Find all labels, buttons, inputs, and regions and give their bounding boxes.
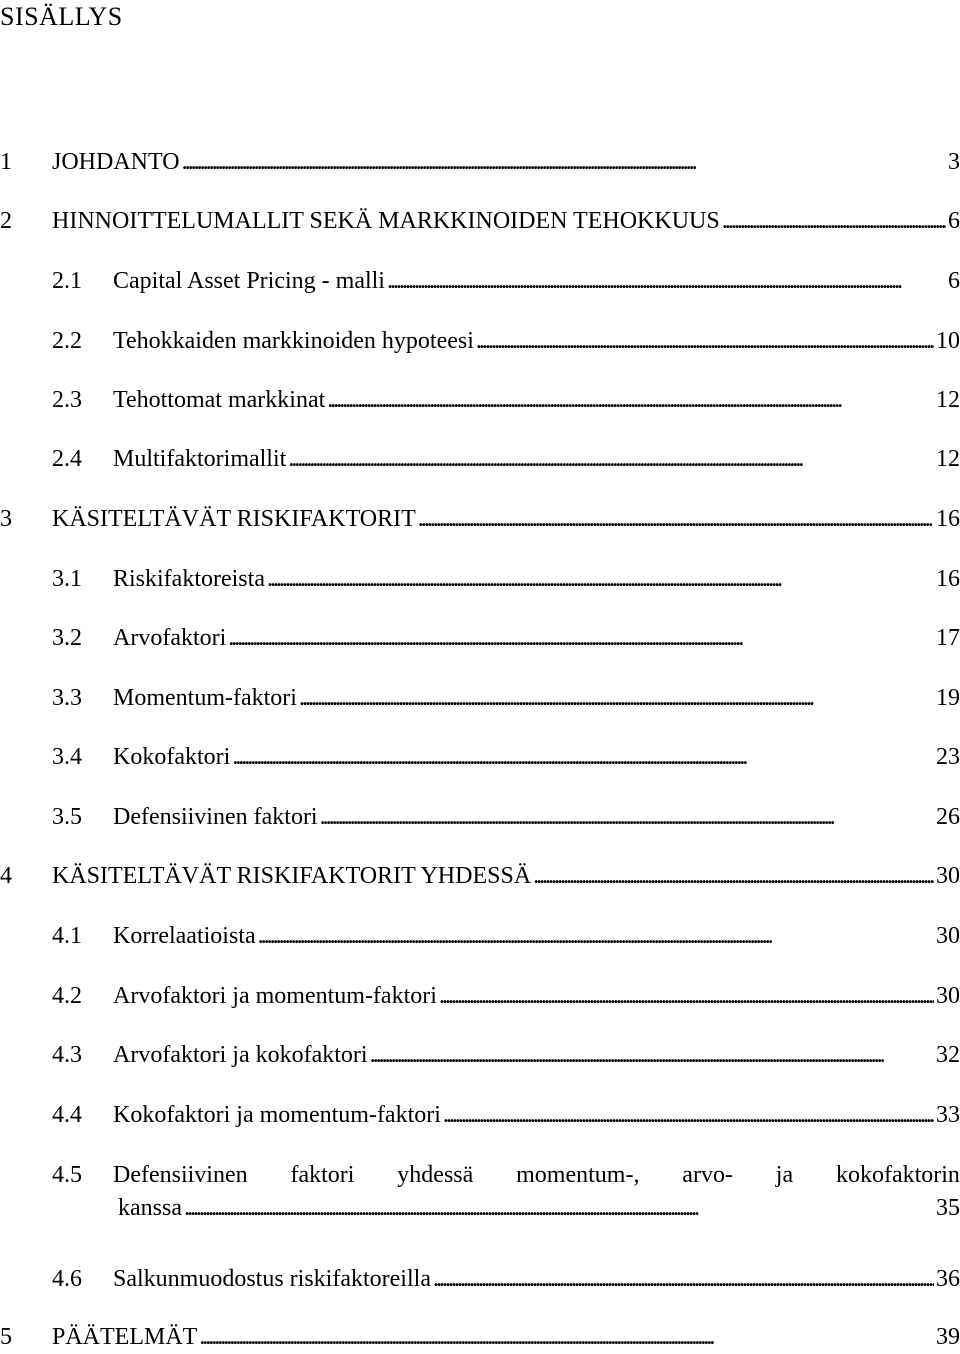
toc-entry-label-line2: [118, 1191, 960, 1225]
toc-entry-word: momentum-,: [516, 1162, 640, 1188]
toc-entry-word: kokofaktorin: [835, 1162, 960, 1188]
toc-entry[interactable]: [0, 1038, 960, 1072]
toc-entry-number: 3.1: [52, 566, 82, 592]
toc-entry-word: yhdessä: [397, 1162, 474, 1188]
toc-dot-leader: [387, 264, 946, 298]
toc-dot-leader: [199, 1320, 934, 1354]
toc-entry-number: 2.1: [52, 268, 82, 294]
toc-entry-page: 6: [948, 268, 960, 294]
toc-entry[interactable]: [0, 740, 960, 774]
toc-entry-number: 4.2: [52, 983, 82, 1009]
toc-entry-label: KÄSITELTÄVÄT RISKIFAKTORIT: [52, 506, 416, 532]
toc-entry-label: JOHDANTO: [52, 149, 180, 175]
toc-entry[interactable]: [0, 621, 960, 655]
toc-entry-label: Arvofaktori ja kokofaktori: [113, 1042, 368, 1068]
toc-entry[interactable]: [0, 979, 960, 1013]
toc-entry-label: Korrelaatioista: [113, 923, 256, 949]
toc-entry-page: 12: [936, 446, 960, 472]
toc-entry-label: Momentum-faktori: [113, 685, 297, 711]
toc-entry-label: kanssa: [118, 1195, 182, 1221]
toc-entry-page: 30: [936, 863, 960, 889]
toc-entry[interactable]: [0, 264, 960, 298]
toc-entry[interactable]: [0, 324, 960, 358]
toc-entry-number: 3.4: [52, 744, 82, 770]
toc-dot-leader: [418, 502, 934, 536]
toc-dot-leader: [184, 1191, 934, 1225]
toc-entry-page: 30: [936, 983, 960, 1009]
toc-entry-page: 35: [936, 1195, 960, 1221]
toc-entry-page: 39: [936, 1324, 960, 1350]
toc-dot-leader: [182, 145, 946, 179]
toc-entry-label-line1: [113, 1158, 960, 1192]
toc-dot-leader: [232, 740, 934, 774]
toc-entry[interactable]: [0, 919, 960, 953]
toc-entry-number: 4.1: [52, 923, 82, 949]
toc-entry-label: Multifaktorimallit: [113, 446, 287, 472]
toc-entry-label: Tehottomat markkinat: [113, 387, 326, 413]
toc-entry-page: 30: [936, 923, 960, 949]
toc-dot-leader: [443, 1098, 934, 1132]
toc-entry-page: 19: [936, 685, 960, 711]
toc-entry-page: 26: [936, 804, 960, 830]
toc-entry-label: Arvofaktori: [113, 625, 227, 651]
toc-entry-number: 2.2: [52, 328, 82, 354]
toc-entry-number: 2.3: [52, 387, 82, 413]
toc-entry-label: PÄÄTELMÄT: [52, 1324, 198, 1350]
toc-entry-label: Kokofaktori: [113, 744, 231, 770]
toc-entry-label: Capital Asset Pricing - malli: [113, 268, 385, 294]
toc-entry-label: Arvofaktori ja momentum-faktori: [113, 983, 437, 1009]
toc-entry-number: 2.4: [52, 446, 82, 472]
toc-entry-page: 33: [936, 1102, 960, 1128]
toc-entry[interactable]: [0, 859, 960, 893]
toc-entry[interactable]: [0, 800, 960, 834]
toc-entry-label: Defensiivinen faktori: [113, 804, 318, 830]
toc-entry[interactable]: [0, 383, 960, 417]
toc-dot-leader: [722, 204, 946, 238]
toc-entry-page: 36: [936, 1266, 960, 1292]
toc-entry-number: 4: [0, 863, 12, 889]
toc-entry[interactable]: [0, 442, 960, 476]
toc-entry-number: 4.5: [52, 1162, 82, 1188]
toc-entry[interactable]: [0, 681, 960, 715]
toc-dot-leader: [327, 383, 934, 417]
toc-dot-leader: [288, 442, 934, 476]
toc-entry-number: 4.3: [52, 1042, 82, 1068]
page-title: SISÄLLYS: [0, 2, 123, 31]
toc-entry-label: Tehokkaiden markkinoiden hypoteesi: [113, 328, 474, 354]
toc-entry[interactable]: [0, 562, 960, 596]
toc-entry[interactable]: [0, 1158, 960, 1228]
toc-entry-page: 23: [936, 744, 960, 770]
toc-entry-number: 4.6: [52, 1266, 82, 1292]
toc-entry[interactable]: [0, 204, 960, 238]
toc-entry-page: 12: [936, 387, 960, 413]
toc-entry-number: 5: [0, 1324, 12, 1350]
toc-entry-number: 4.4: [52, 1102, 82, 1128]
toc-entry-word: arvo-: [682, 1162, 733, 1188]
toc-entry-label: Kokofaktori ja momentum-faktori: [113, 1102, 441, 1128]
toc-dot-leader: [476, 324, 934, 358]
toc-entry-word: Defensiivinen: [113, 1162, 248, 1188]
toc-entry-word: faktori: [290, 1162, 355, 1188]
toc-entry-number: 3.2: [52, 625, 82, 651]
toc-dot-leader: [267, 562, 934, 596]
toc-entry-page: 17: [936, 625, 960, 651]
toc-entry[interactable]: [0, 145, 960, 179]
toc-entry[interactable]: [0, 502, 960, 536]
toc-entry[interactable]: [0, 1262, 960, 1296]
toc-dot-leader: [258, 919, 934, 953]
toc-entry-number: 1: [0, 149, 12, 175]
toc-entry-label: HINNOITTELUMALLIT SEKÄ MARKKINOIDEN TEHOKKUUS: [52, 208, 720, 234]
toc-entry-page: 6: [948, 208, 960, 234]
toc-dot-leader: [370, 1038, 934, 1072]
toc-entry-number: 3.5: [52, 804, 82, 830]
toc-dot-leader: [299, 681, 934, 715]
toc-entry-label: Salkunmuodostus riskifaktoreilla: [113, 1266, 431, 1292]
toc-entry-page: 16: [936, 506, 960, 532]
toc-entry-page: 16: [936, 566, 960, 592]
toc-dot-leader: [433, 1262, 934, 1296]
toc-entry-number: 2: [0, 208, 12, 234]
toc-dot-leader: [320, 800, 934, 834]
toc-entry-label: Riskifaktoreista: [113, 566, 265, 592]
toc-entry-number: 3.3: [52, 685, 82, 711]
toc-entry-label: KÄSITELTÄVÄT RISKIFAKTORIT YHDESSÄ: [52, 863, 532, 889]
toc-entry-word: ja: [775, 1162, 794, 1188]
toc-entry-page: 10: [936, 328, 960, 354]
toc-dot-leader: [533, 859, 934, 893]
toc-entry-page: 32: [936, 1042, 960, 1068]
toc-entry-page: 3: [948, 149, 960, 175]
toc-entry-number: 3: [0, 506, 12, 532]
toc-entry[interactable]: [0, 1320, 960, 1350]
toc-dot-leader: [228, 621, 934, 655]
toc-entry[interactable]: [0, 1098, 960, 1132]
toc-dot-leader: [439, 979, 934, 1013]
